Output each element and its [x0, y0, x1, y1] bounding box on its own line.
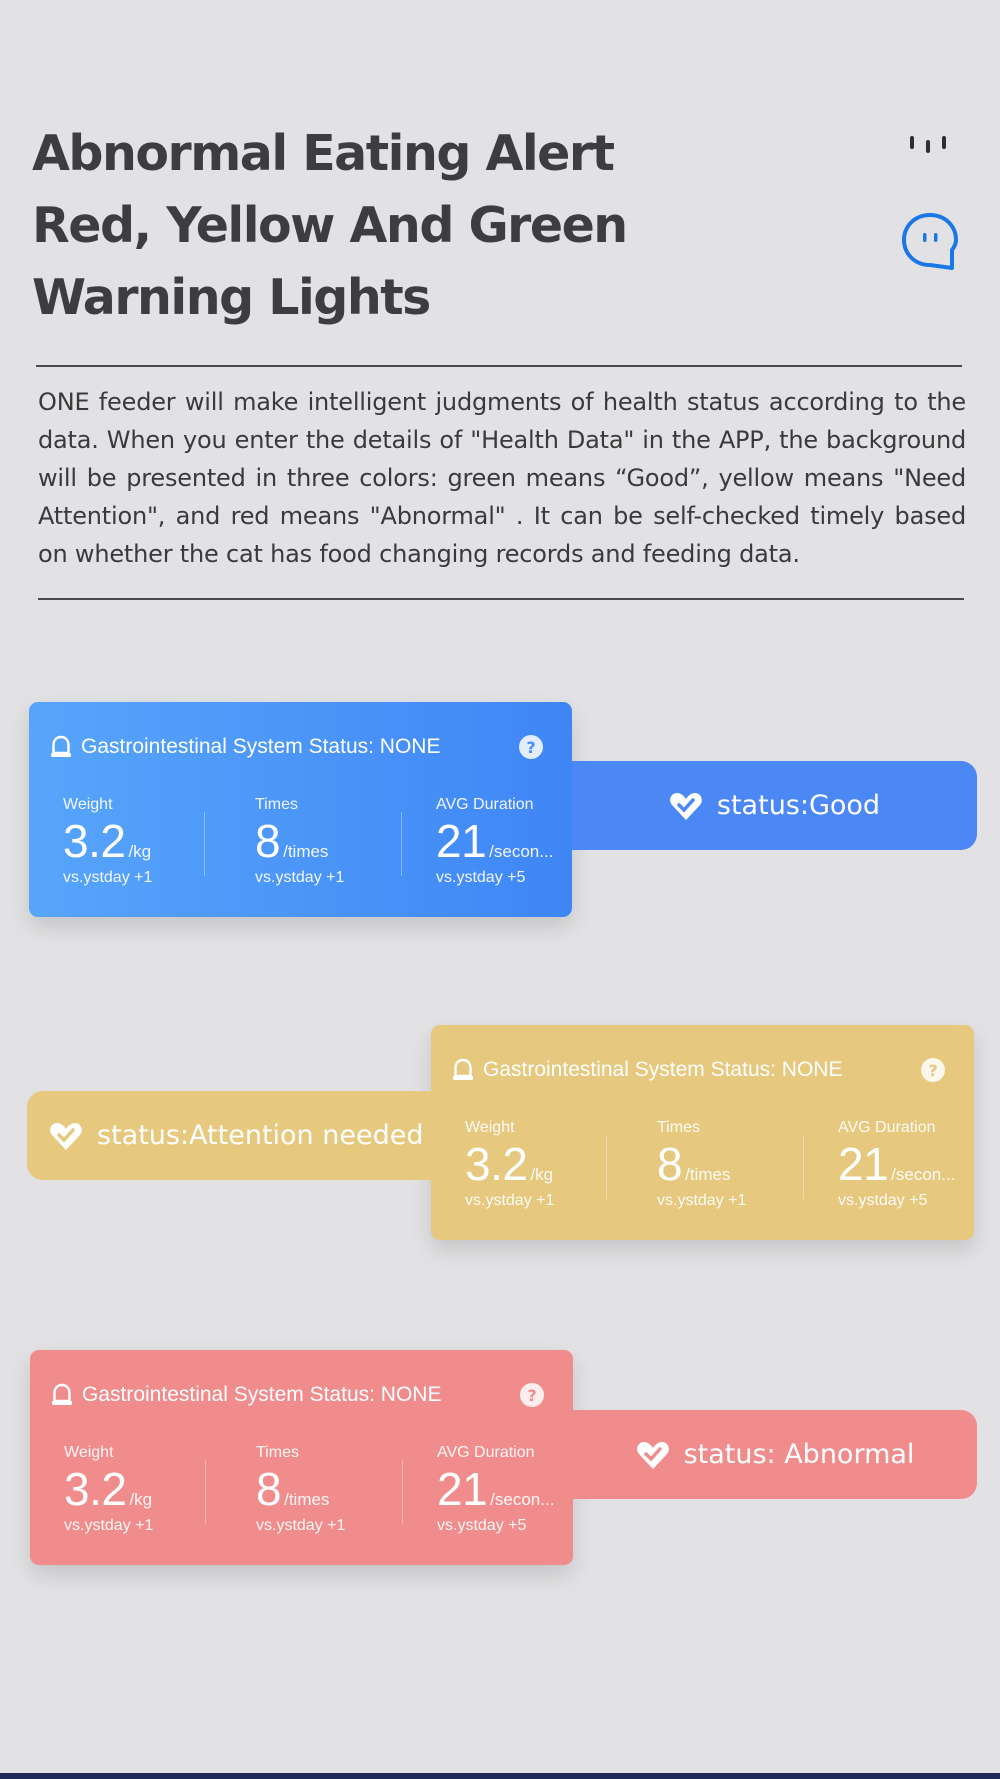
card-header [50, 1380, 559, 1410]
metric-unit: /secon... [891, 1165, 956, 1184]
metric-avg-duration [437, 1444, 573, 1537]
metric-label: Times [255, 796, 298, 813]
metric-comparison: vs.ystday +1 [256, 1517, 346, 1534]
status-badge-abnormal [573, 1410, 977, 1499]
status-label: status:Good [716, 790, 881, 821]
metric-separator [401, 812, 402, 876]
metric-comparison: vs.ystday +1 [657, 1192, 747, 1209]
metric-unit: /kg [128, 842, 152, 861]
metric-value: 21 [436, 816, 487, 866]
metric-label: Weight [63, 796, 113, 813]
metric-comparison: vs.ystday +1 [63, 869, 153, 886]
health-card-good [29, 702, 572, 917]
metric-value: 3.2 [63, 815, 126, 867]
description-text: ONE feeder will make intelligent judgments of health status according to the data. When you enter the details of "Health Data" in the APP, the background will be presented in three colors: green means “Good”, yellow means "Need Attention", and red means "Abnormal" . It can be self-checked timely based on whether the cat has food changing records and feeding data. [38, 388, 966, 568]
metric-avg-duration [838, 1119, 974, 1212]
metric-unit: /kg [530, 1165, 554, 1184]
metric-separator [606, 1135, 607, 1199]
metric-value: 21 [437, 1464, 488, 1514]
svg-text:?: ? [928, 1061, 938, 1080]
metric-label: Weight [64, 1444, 114, 1461]
alarm-light-icon [451, 1057, 475, 1083]
metric-value: 8 [256, 1463, 282, 1515]
alarm-light-icon [50, 1382, 74, 1408]
metric-avg-duration [436, 796, 572, 889]
heart-check-icon [669, 791, 703, 821]
metric-label: AVG Duration [437, 1444, 535, 1461]
metric-unit: /times [283, 842, 329, 861]
metric-unit: /times [685, 1165, 731, 1184]
metric-value: 3.2 [465, 1138, 528, 1190]
metric-value: 3.2 [64, 1463, 127, 1515]
heart-check-icon [49, 1121, 83, 1151]
metric-label: Times [256, 1444, 299, 1461]
metric-comparison: vs.ystday +5 [437, 1517, 527, 1534]
svg-text:?: ? [527, 1386, 537, 1405]
card-title: Gastrointestinal System Status: NONE [483, 1058, 843, 1081]
metric-weight [465, 1119, 554, 1212]
metric-label: Weight [465, 1119, 515, 1136]
metric-unit: /secon... [490, 1490, 555, 1509]
svg-text:?: ? [526, 738, 536, 757]
metric-comparison: vs.ystday +5 [838, 1192, 928, 1209]
metric-unit: /secon... [489, 842, 554, 861]
divider [36, 365, 962, 367]
title-line: Warning Lights [32, 269, 430, 326]
metric-times [657, 1119, 746, 1212]
metric-value: 21 [838, 1139, 889, 1189]
metric-label: AVG Duration [838, 1119, 936, 1136]
metric-label: Times [657, 1119, 700, 1136]
divider [38, 598, 964, 600]
card-header [451, 1055, 960, 1085]
page-title [32, 118, 712, 334]
metric-separator [803, 1135, 804, 1199]
metric-times [255, 796, 344, 889]
help-icon[interactable] [518, 734, 544, 760]
metric-label: AVG Duration [436, 796, 534, 813]
help-icon[interactable] [519, 1382, 545, 1408]
metric-comparison: vs.ystday +5 [436, 869, 526, 886]
metric-times [256, 1444, 345, 1537]
status-badge-attention [27, 1091, 431, 1180]
title-line: Red, Yellow And Green [32, 197, 627, 254]
heart-check-icon [636, 1440, 670, 1470]
card-title: Gastrointestinal System Status: NONE [82, 1383, 442, 1406]
metric-separator [205, 1460, 206, 1524]
metric-separator [402, 1460, 403, 1524]
metric-unit: /times [284, 1490, 330, 1509]
alarm-light-icon [49, 734, 73, 760]
status-badge-good [572, 761, 977, 850]
health-card-abnormal [30, 1350, 573, 1565]
metric-comparison: vs.ystday +1 [64, 1517, 154, 1534]
card-title: Gastrointestinal System Status: NONE [81, 735, 441, 758]
title-line: Abnormal Eating Alert [32, 125, 614, 182]
metric-weight [63, 796, 152, 889]
metric-separator [204, 812, 205, 876]
health-card-attention [431, 1025, 974, 1240]
metric-unit: /kg [129, 1490, 153, 1509]
status-label: status:Attention needed [97, 1120, 424, 1151]
metric-value: 8 [657, 1138, 683, 1190]
more-icon[interactable] [906, 134, 950, 154]
chat-bubble-icon[interactable] [898, 210, 962, 274]
status-label: status: Abnormal [683, 1439, 915, 1470]
card-header [49, 732, 558, 762]
metric-weight [64, 1444, 153, 1537]
help-icon[interactable] [920, 1057, 946, 1083]
metric-value: 8 [255, 815, 281, 867]
metric-comparison: vs.ystday +1 [465, 1192, 555, 1209]
bottom-edge-bar [0, 1773, 1000, 1779]
metric-comparison: vs.ystday +1 [255, 869, 345, 886]
